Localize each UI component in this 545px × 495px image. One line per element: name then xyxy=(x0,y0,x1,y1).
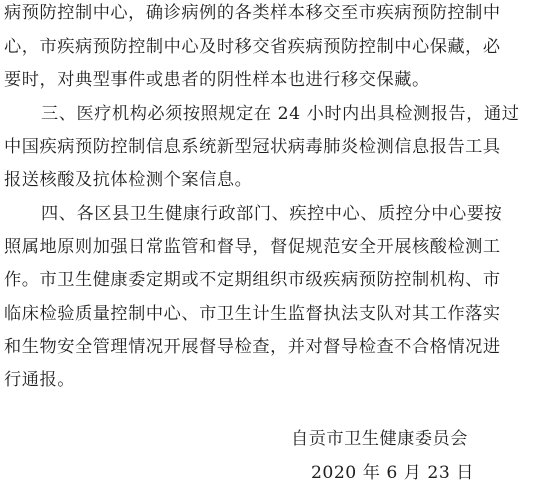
paragraph-line: 要时，对典型事件或患者的阴性样本也进行移交保藏。 xyxy=(4,70,430,90)
paragraph-line: 四、各区县卫生健康行政部门、疾控中心、质控分中心要按 xyxy=(41,204,503,224)
paragraph-line: 中国疾病预防控制信息系统新型冠状病毒肺炎检测信息报告工具 xyxy=(4,137,501,157)
signature-organization: 自贡市卫生健康委员会 xyxy=(291,429,468,449)
paragraph-line: 心，市疾病预防控制中心及时移交省疾病预防控制中心保藏，必 xyxy=(4,37,501,57)
paragraph-line: 临床检验质量控制中心、市卫生计生监督执法支队对其工作落实 xyxy=(4,304,501,324)
paragraph-line: 作。市卫生健康委定期或不定期组织市级疾病预防控制机构、市 xyxy=(4,270,501,290)
paragraph-line: 行通报。 xyxy=(4,370,75,390)
paragraph-line: 照属地原则加强日常监管和督导，督促规范安全开展核酸检测工 xyxy=(4,237,501,257)
signature-date: 2020 年 6 月 23 日 xyxy=(311,463,474,483)
paragraph-line: 和生物安全管理情况开展督导检查，并对督导检查不合格情况进 xyxy=(4,337,501,357)
paragraph-line: 病预防控制中心，确诊病例的各类样本移交至市疾病预防控制中 xyxy=(4,3,501,23)
paragraph-line: 三、医疗机构必须按照规定在 24 小时内出具检测报告，通过 xyxy=(41,104,520,124)
paragraph-line: 报送核酸及抗体检测个案信息。 xyxy=(4,170,253,190)
